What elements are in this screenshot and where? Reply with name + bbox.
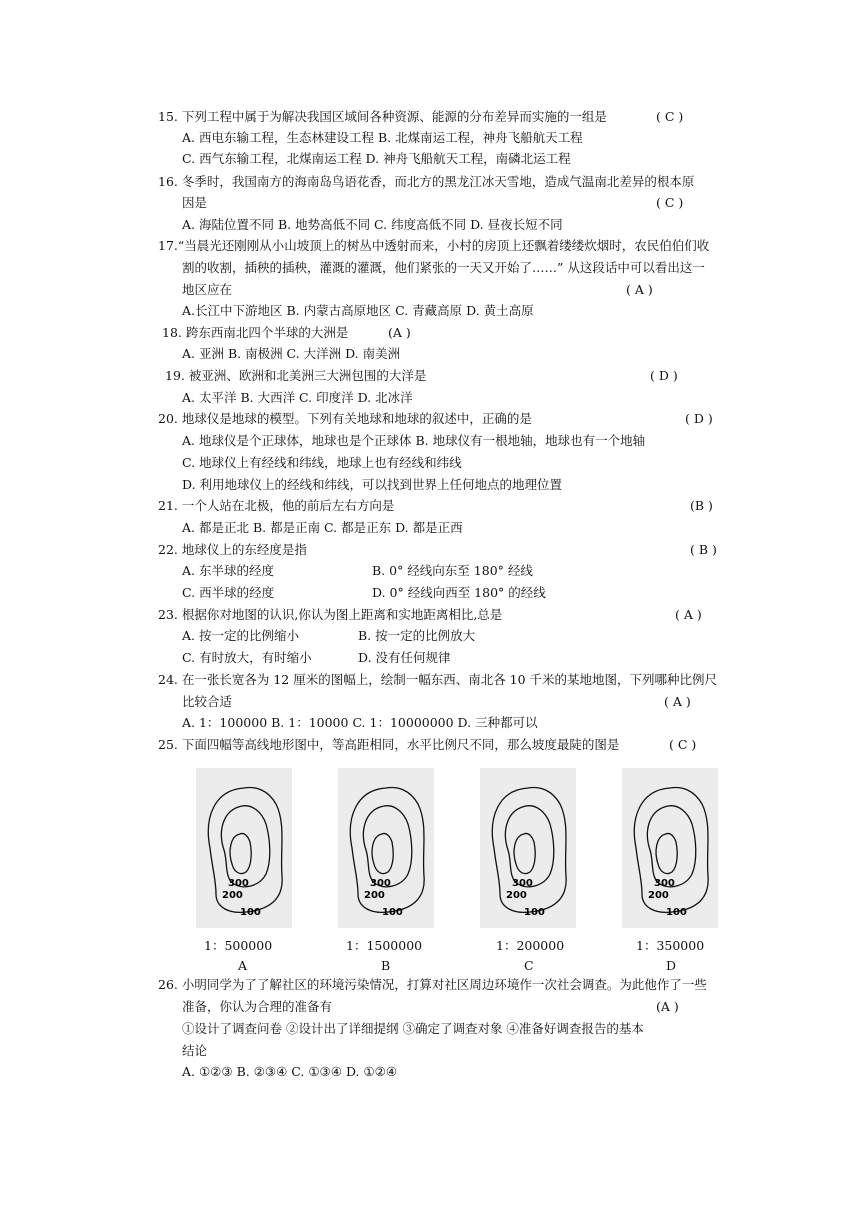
contour-lines-a [196, 768, 292, 928]
q20-answer: ( D ) [685, 411, 713, 426]
q16-options: A. 海陆位置不同 B. 地势高低不同 C. 纬度高低不同 D. 昼夜长短不同 [182, 217, 563, 232]
q26-answer: (A ) [656, 999, 679, 1014]
q26-stem-line1: 26. 小明同学为了了解社区的环境污染情况，打算对社区周边环境作一次社会调查。为此他作了一些 [158, 977, 707, 992]
q23-option-b: B. 按一定的比例放大 [358, 628, 476, 643]
q18-answer: (A ) [388, 325, 411, 340]
map-b-scale: 1：1500000 [346, 938, 423, 953]
q17-stem-line2: 割的收割，插秧的插秧，灌溉的灌溉，他们紧张的一天又开始了……” 从这段话中可以看出这一 [182, 260, 705, 275]
q15-answer: ( C ) [656, 109, 684, 124]
q17-stem-line3: 地区应在 [182, 282, 233, 297]
q20-option-ab: A. 地球仪是个正球体，地球也是个正球体 B. 地球仪有一根地轴，地球也有一个地轴 [182, 433, 646, 448]
contour-label-200: 200 [506, 890, 527, 901]
q21-stem: 21. 一个人站在北极，他的前后左右方向是 [158, 498, 395, 513]
contour-lines-b [338, 768, 434, 928]
contour-label-100: 100 [382, 907, 403, 918]
contour-label-300: 300 [370, 878, 391, 889]
contour-label-300: 300 [512, 878, 533, 889]
q19-stem: 19. 被亚洲、欧洲和北美洲三大洲包围的大洋是 [165, 368, 427, 383]
q25-answer: ( C ) [669, 737, 697, 752]
q15-stem: 15. 下列工程中属于为解决我国区域间各种资源、能源的分布差异而实施的一组是 [158, 109, 607, 124]
contour-label-300: 300 [654, 878, 675, 889]
q26-items-line2: 结论 [182, 1043, 208, 1058]
q22-stem: 22. 地球仪上的东经度是指 [158, 542, 307, 557]
q22-option-d: D. 0° 经线向西至 180° 的经线 [372, 585, 546, 600]
q26-options: A. ①②③ B. ②③④ C. ①③④ D. ①②④ [182, 1064, 398, 1079]
contour-label-100: 100 [524, 907, 545, 918]
q24-stem-line2: 比较合适 [182, 694, 233, 709]
q16-stem-line2: 因是 [182, 195, 208, 210]
q22-option-b: B. 0° 经线向东至 180° 经线 [372, 563, 533, 578]
map-a-label: A [238, 958, 248, 973]
contour-label-200: 200 [648, 890, 669, 901]
q15-options-cd: C. 西气东输工程，北煤南运工程 D. 神舟飞船航天工程，南磷北运工程 [182, 151, 571, 166]
q16-answer: ( C ) [656, 195, 684, 210]
q22-option-c: C. 西半球的经度 [182, 585, 275, 600]
contour-label-300: 300 [228, 878, 249, 889]
contour-lines-d [622, 768, 718, 928]
q19-options: A. 太平洋 B. 大西洋 C. 印度洋 D. 北冰洋 [182, 390, 413, 405]
q23-option-d: D. 没有任何规律 [358, 650, 451, 665]
contour-map-c [480, 768, 576, 928]
contour-map-b [338, 768, 434, 928]
q17-options: A.长江中下游地区 B. 内蒙古高原地区 C. 青藏高原 D. 黄土高原 [182, 303, 534, 318]
q22-answer: ( B ) [690, 542, 717, 557]
q17-answer: ( A ) [626, 282, 653, 297]
q25-stem: 25. 下面四幅等高线地形图中，等高距相同，水平比例尺不同，那么坡度最陡的图是 [158, 737, 620, 752]
q23-stem: 23. 根据你对地图的认识,你认为图上距离和实地距离相比,总是 [158, 607, 503, 622]
q23-option-a: A. 按一定的比例缩小 [182, 628, 299, 643]
q21-options: A. 都是正北 B. 都是正南 C. 都是正东 D. 都是正西 [182, 520, 463, 535]
q18-options: A. 亚洲 B. 南极洲 C. 大洋洲 D. 南美洲 [182, 346, 401, 361]
q20-option-c: C. 地球仪上有经线和纬线，地球上也有经线和纬线 [182, 455, 462, 470]
q18-stem: 18. 跨东西南北四个半球的大洲是 [162, 325, 349, 340]
q24-stem-line1: 24. 在一张长宽各为 12 厘米的图幅上，绘制一幅东西、南北各 10 千米的某地地图，下列哪种比例尺 [158, 672, 718, 687]
map-d-scale: 1：350000 [636, 938, 705, 953]
q24-answer: ( A ) [664, 694, 691, 709]
contour-label-100: 100 [666, 907, 687, 918]
q24-options: A. 1：100000 B. 1：10000 C. 1：10000000 D. 三种都可以 [182, 715, 538, 730]
q20-option-d: D. 利用地球仪上的经线和纬线，可以找到世界上任何地点的地理位置 [182, 477, 563, 492]
q23-option-c: C. 有时放大，有时缩小 [182, 650, 312, 665]
map-a-scale: 1：500000 [204, 938, 273, 953]
q26-items-line1: ①设计了调查问卷 ②设计出了详细提纲 ③确定了调查对象 ④准备好调查报告的基本 [182, 1021, 644, 1036]
map-c-scale: 1：200000 [496, 938, 565, 953]
contour-lines-c [480, 768, 576, 928]
map-d-label: D [666, 958, 677, 973]
q22-option-a: A. 东半球的经度 [182, 563, 274, 578]
q23-answer: ( A ) [675, 607, 702, 622]
q15-options-ab: A. 西电东输工程，生态林建设工程 B. 北煤南运工程，神舟飞船航天工程 [182, 130, 583, 145]
q17-stem-line1: 17.“当晨光还刚刚从小山坡顶上的树丛中透射而来，小村的房顶上还飘着缕缕炊烟时，农民伯伯们收 [158, 238, 710, 253]
contour-label-200: 200 [364, 890, 385, 901]
contour-map-figures [190, 768, 730, 973]
map-c-label: C [524, 958, 534, 973]
contour-map-a [196, 768, 292, 928]
q21-answer: (B ) [690, 498, 713, 513]
map-b-label: B [381, 958, 391, 973]
contour-label-200: 200 [222, 890, 243, 901]
q19-answer: ( D ) [650, 368, 678, 383]
contour-label-100: 100 [240, 907, 261, 918]
q26-stem-line2: 准备，你认为合理的准备有 [182, 999, 333, 1014]
q16-stem-line1: 16. 冬季时，我国南方的海南岛鸟语花香，而北方的黑龙江冰天雪地，造成气温南北差异的根本原 [158, 174, 695, 189]
contour-map-d [622, 768, 718, 928]
q20-stem: 20. 地球仪是地球的模型。下列有关地球和地球的叙述中，正确的是 [158, 411, 532, 426]
